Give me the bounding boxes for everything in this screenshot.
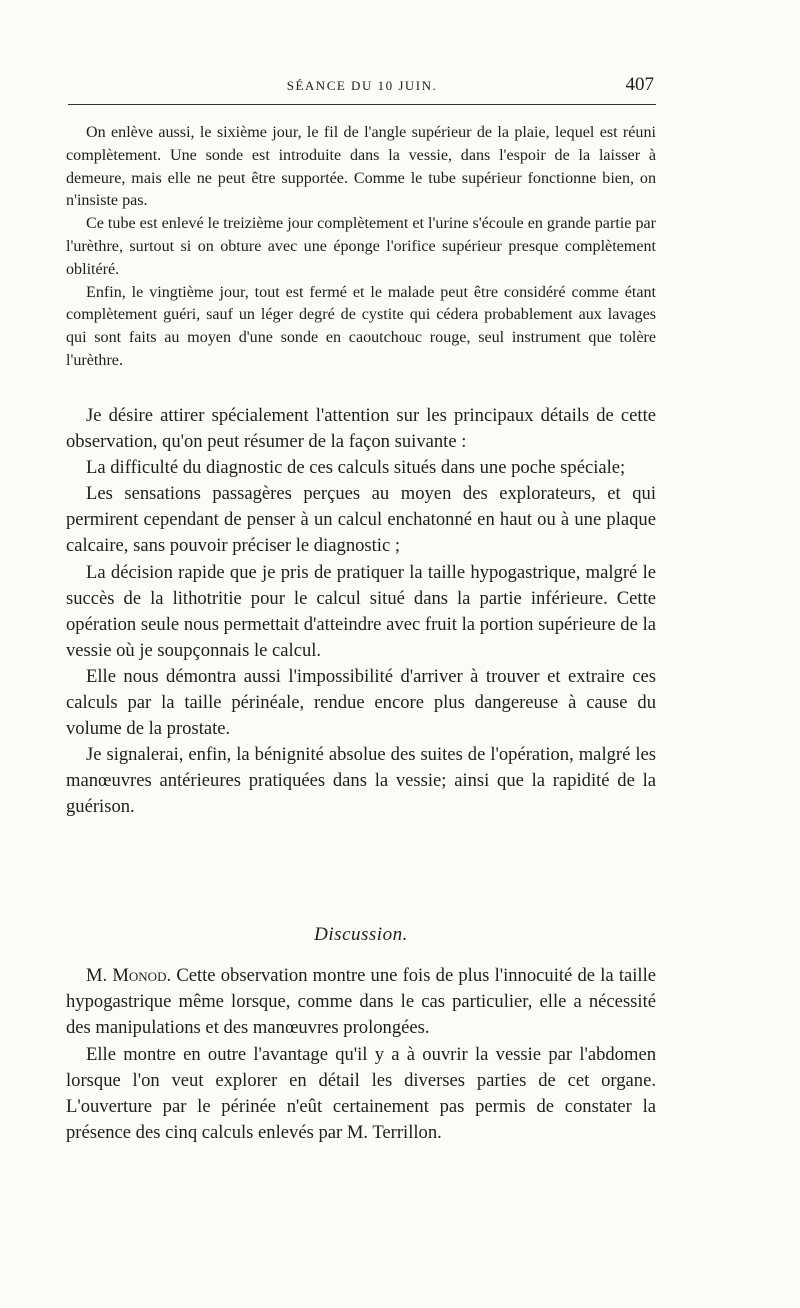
- discussion-section: [66, 963, 656, 1146]
- paragraph: Je désire attirer spécialement l'attention sur les principaux détails de cette observation, qu'on peut résumer de la façon suivante :: [66, 405, 656, 453]
- author-summary: [66, 403, 656, 821]
- page-number: 407: [625, 74, 654, 95]
- paragraph: La décision rapide que je pris de pratiquer la taille hypogastrique, malgré le succès de la lithotritie pour le calcul situé dans la partie inférieure. Cette opération seule nous permettait d'atteindre avec fruit la portion supérieure de la vessie où je soupçonnais le calcul.: [66, 561, 656, 661]
- paragraph: Ce tube est enlevé le treizième jour complètement et l'urine s'écoule en grande partie par l'urèthre, surtout si on obture avec une éponge l'orifice supérieur presque complètement oblitéré.: [66, 215, 656, 278]
- speaker-name: M. Monod.: [86, 965, 172, 986]
- paragraph: Elle nous démontra aussi l'impossibilité d'arriver à trouver et extraire ces calculs par la taille périnéale, rendue encore plus dangereuse à cause du volume de la prostate.: [66, 665, 656, 740]
- paragraph: Elle montre en outre l'avantage qu'il y a à ouvrir la vessie par l'abdomen lorsque l'on veut explorer en détail les diverses parties de cet organe. L'ouverture par le périnée n'eût certainement pas permis de constater la présence des cinq calculs enlevés par M. Terrillon.: [66, 1043, 656, 1144]
- discussion-paragraph: [66, 963, 656, 1042]
- paragraph: Je signalerai, enfin, la bénignité absolue des suites de l'opération, malgré les manœuvres antérieures pratiquées dans la vessie; ainsi que la rapidité de la guérison.: [66, 744, 656, 818]
- paragraph: Les sensations passagères perçues au moyen des explorateurs, et qui permirent cependant de penser à un calcul enchatonné en haut ou à une plaque calcaire, sans pouvoir préciser le diagnostic ;: [66, 483, 656, 557]
- page-header: [68, 74, 656, 105]
- paragraph: Enfin, le vingtième jour, tout est fermé et le malade peut être considéré comme étant complètement guéri, sauf un léger degré de cystite qui cédera probablement aux lavages qui sont faits au moyen d'une sonde en caoutchouc rouge, seul instrument que tolère l'urèthre.: [66, 283, 656, 369]
- observation-continuation: [66, 122, 656, 373]
- paragraph: On enlève aussi, le sixième jour, le fil de l'angle supérieur de la plaie, lequel est réuni complètement. Une sonde est introduite dans la vessie, dans l'espoir de la laisser à demeure, mais elle ne peut être supportée. Comme le tube supérieur fonctionne bien, on n'insiste pas.: [66, 124, 656, 210]
- running-title: SÉANCE DU 10 JUIN.: [286, 78, 438, 93]
- paragraph: La difficulté du diagnostic de ces calculs situés dans une poche spéciale;: [86, 457, 626, 479]
- discussion-text: Cette observation montre une fois de plus l'innocuité de la taille hypogastrique même lorsque, comme dans le cas particulier, elle a nécessité des manipulations et des manœuvres prolongées.: [66, 965, 656, 1039]
- section-heading: Discussion.: [314, 924, 408, 945]
